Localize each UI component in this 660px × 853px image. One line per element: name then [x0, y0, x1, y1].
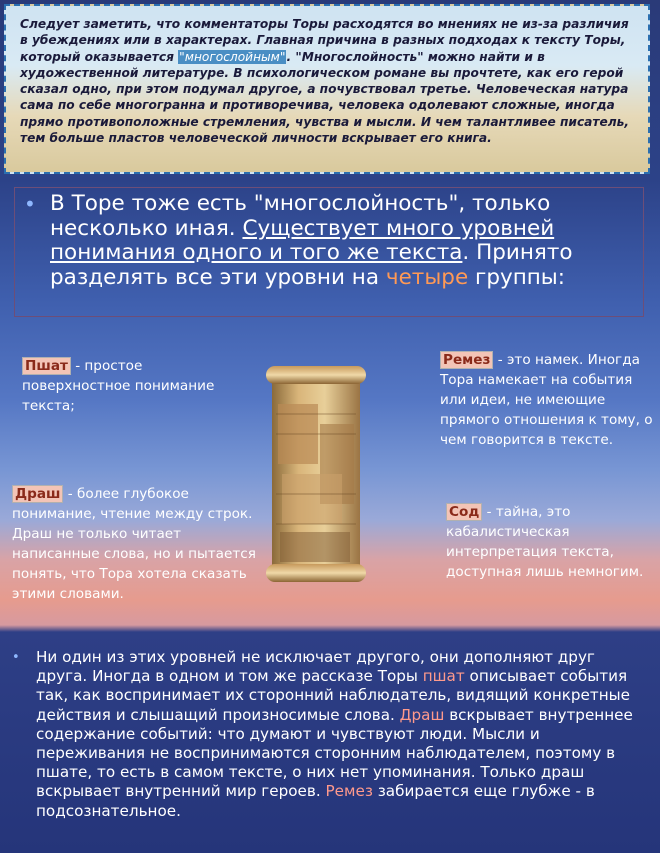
bullet-marker: •: [24, 192, 36, 216]
intro-text-part1: Следует заметить, что комментаторы Торы расходятся во мнениях не из-за различия в убеждениях или в характерах. Главная причина в разных подходах к тексту Торы, который оказывается: [20, 17, 629, 64]
bullet1-underlined: Существует много уровней понимания одного и того же текста: [50, 215, 555, 265]
bullet1-accent: четыре: [385, 264, 469, 290]
intro-highlight: "многослойным": [179, 49, 286, 64]
bullet-explanation: [12, 648, 642, 821]
bullet2-word-pshat: пшат: [422, 667, 465, 686]
level-drash: [12, 484, 262, 604]
level-pshat-tag: Пшат: [22, 357, 71, 375]
level-drash-text: - более глубокое понимание, чтение между строк. Драш не только читает написанные слова, но и пытается понять, что Тора хотела сказать этими словами.: [12, 486, 256, 602]
level-remez-text: - это намек. Иногда Тора намекает на события или идеи, не имеющие прямого отношения к тому, о чем говорится в тексте.: [440, 352, 653, 448]
bullet2-part1: Ни один из этих уровней не исключает другого, они дополняют друг друга. Иногда в одном и том же рассказе Торы: [36, 648, 595, 686]
bullet2-part2: описывает события так, как воспринимает их сторонний наблюдатель, видящий конкретные действия и слышащий произносимые слова.: [36, 667, 631, 724]
level-pshat-text: - простое поверхностное понимание текста;: [22, 358, 215, 414]
bullet1-part2: . Принято разделять все эти уровни на: [50, 240, 573, 290]
intro-text-box: [4, 4, 650, 174]
level-sod-text: - тайна, это кабалистическая интерпретация текста, доступная лишь немногим.: [446, 504, 644, 580]
bullet1-part3: группы:: [468, 264, 566, 290]
bullet1-part1: В Торе тоже есть "многослойность", только несколько иная.: [50, 191, 551, 241]
bullet2-word-remez: Ремез: [325, 782, 373, 801]
bullet2-part3: вскрывает внутреннее содержание событий: что думают и чувствуют люди. Мысли и переживания не воспринимаются сторонним наблюдателем, поэтому в пшате, то есть в самом тексте, о них нет упоминания. Только драш вскрывает внутренний мир героев.: [36, 705, 633, 801]
level-drash-tag: Драш: [12, 485, 63, 503]
bullet2-word-drash: Драш: [399, 705, 445, 724]
bullet-marker: •: [12, 650, 20, 665]
bullet-main-statement: [24, 192, 634, 290]
torah-scroll-image: [262, 364, 370, 586]
intro-text-part2: . "Многослойность" можно найти и в художественной литературе. В психологическом романе вы прочтете, как его герой сказал одно, при этом подумал другое, а почувствовал третье. Человеческая натура сама по себе многогранна и противоречива, человека одолевают сложные, иногда прямо противоположные стремления, чувства и мысли. И чем талантливее писатель, тем больше пластов человеческой личности вскрывает его книга.: [20, 49, 629, 146]
level-remez-tag: Ремез: [440, 351, 493, 369]
level-sod-tag: Сод: [446, 503, 482, 521]
bullet2-part4: забирается еще глубже - в подсознательное.: [36, 782, 595, 820]
level-remez: [440, 350, 655, 450]
level-sod: [446, 502, 646, 582]
level-pshat: [22, 356, 232, 416]
